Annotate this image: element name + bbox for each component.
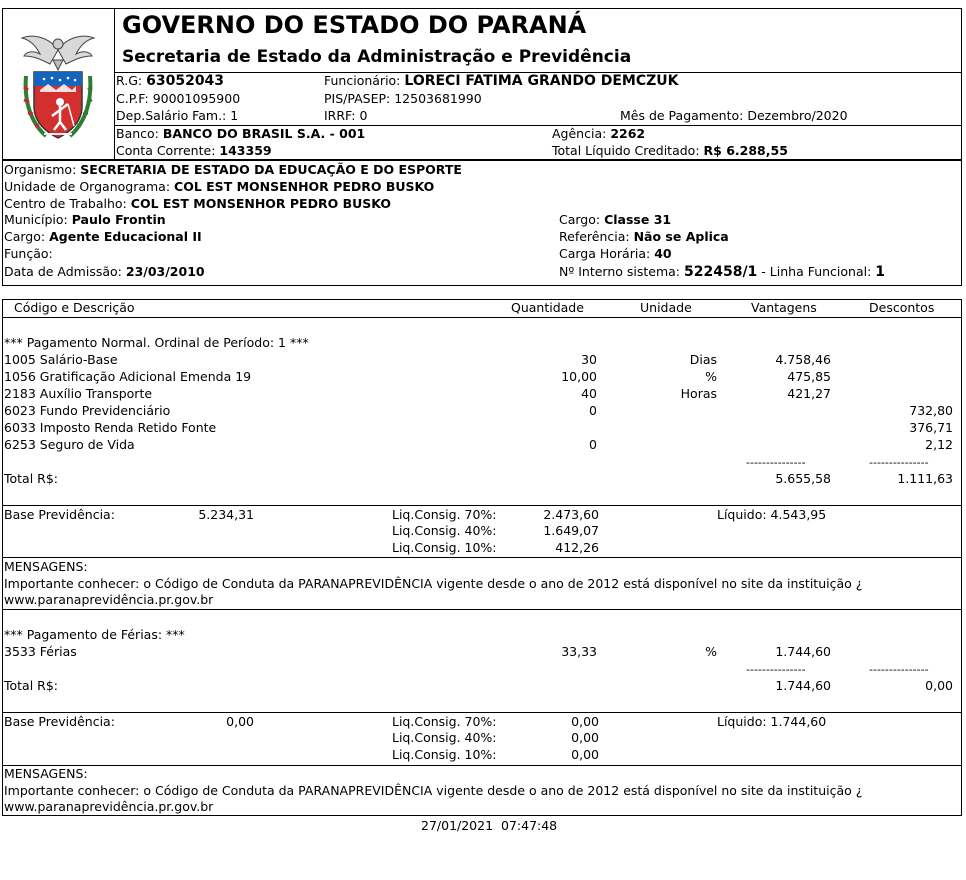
row-unidade: % [705,369,717,384]
logo-divider [114,8,115,160]
municipio-field: Município: Paulo Frontin [4,212,166,227]
s1-liq40-label: Liq.Consig. 40%: [392,523,497,538]
row-unidade: % [705,644,717,659]
s1-msg-divider [2,557,962,558]
banco-field: Banco: BANCO DO BRASIL S.A. - 001 [116,126,366,141]
row-unidade: Dias [689,352,717,367]
dep-field: Dep.Salário Fam.: 1 [116,108,239,123]
row-description: 1056 Gratificação Adicional Emenda 19 [4,369,252,384]
s1-liq70-label: Liq.Consig. 70%: [392,507,497,522]
s2-msg-divider [2,765,962,766]
col-unidade: Unidade [640,300,692,315]
s1-end-divider [2,609,962,610]
section1-heading: *** Pagamento Normal. Ordinal de Período: 1 *** [4,335,309,350]
irrf-field: IRRF: 0 [324,108,368,123]
s1-msg-label: MENSAGENS: [4,559,88,574]
row-vantagens: 421,27 [787,386,831,401]
col-quantidade: Quantidade [511,300,584,315]
cargo-field: Cargo: Agente Educacional II [4,229,202,244]
s1-liq10-label: Liq.Consig. 10%: [392,540,497,555]
s2-liq40-value: 0,00 [571,730,599,745]
footer-timestamp: 27/01/2021 07:47:48 [421,818,558,833]
row-descontos: 2,12 [925,437,953,452]
s2-msg-url: www.paranaprevidência.pr.gov.br [4,799,214,814]
s1-total-label: Total R$: [4,471,59,486]
cargo-classe-field: Cargo: Classe 31 [559,212,672,227]
s1-total-vantagens: 5.655,58 [775,471,831,486]
row-description: 3533 Férias [4,644,77,659]
page-title: GOVERNO DO ESTADO DO PARANÁ [122,11,587,39]
s1-liquido-field: Líquido: 4.543,95 [717,507,827,522]
admissao-field: Data de Admissão: 23/03/2010 [4,264,205,279]
row-quantidade: 10,00 [561,369,597,384]
s2-liq70-label: Liq.Consig. 70%: [392,714,497,729]
unidade-field: Unidade de Organograma: COL EST MONSENHOR PEDRO BUSKO [4,179,435,194]
s1-total-descontos: 1.111,63 [897,471,953,486]
s2-msg-text: Importante conhecer: o Código de Conduta da PARANAPREVIDÊNCIA vigente desde o ano de 2012 está disponível no site da instituição ¿ [4,783,863,798]
s2-total-vantagens: 1.744,60 [775,678,831,693]
rg-field: R.G: 63052043 [116,73,225,89]
row-quantidade: 30 [581,352,597,367]
organismo-field: Organismo: SECRETARIA DE ESTADO DA EDUCAÇÃO E DO ESPORTE [4,162,462,177]
s2-base-divider [2,712,962,713]
referencia-field: Referência: Não se Aplica [559,229,729,244]
cpf-field: C.P.F: 90001095900 [116,91,241,106]
s2-desc-dashes: --------------- [869,663,929,676]
row-description: 1005 Salário-Base [4,352,118,367]
row-quantidade: 0 [589,403,597,418]
row-descontos: 732,80 [909,403,953,418]
funcao-field: Função: [4,246,53,261]
total-creditado-field: Total Líquido Creditado: R$ 6.288,55 [552,143,788,158]
mes-pagamento-field: Mês de Pagamento: Dezembro/2020 [620,108,848,123]
conta-field: Conta Corrente: 143359 [116,143,272,158]
s2-msg-label: MENSAGENS: [4,766,88,781]
row-vantagens: 1.744,60 [775,644,831,659]
funcionario-field: Funcionário: LORECI FATIMA GRANDO DEMCZUK [324,73,679,89]
row-description: 6253 Seguro de Vida [4,437,135,452]
s2-liq40-label: Liq.Consig. 40%: [392,730,497,745]
s2-liq10-label: Liq.Consig. 10%: [392,747,497,762]
s2-liq10-value: 0,00 [571,747,599,762]
row-description: 2183 Auxílio Transporte [4,386,153,401]
carga-horaria-field: Carga Horária: 40 [559,246,672,261]
s2-total-label: Total R$: [4,678,59,693]
row-description: 6033 Imposto Renda Retido Fonte [4,420,217,435]
row-quantidade: 40 [581,386,597,401]
pis-field: PIS/PASEP: 12503681990 [324,91,482,106]
section2-heading: *** Pagamento de Férias: *** [4,627,185,642]
row-descontos: 376,71 [909,420,953,435]
row-vantagens: 475,85 [787,369,831,384]
s1-base-label: Base Previdência: [4,507,115,522]
row-vantagens: 4.758,46 [775,352,831,367]
s1-liq40-value: 1.649,07 [543,523,599,538]
s1-liq10-value: 412,26 [555,540,599,555]
row-unidade: Horas [680,386,717,401]
row-quantidade: 0 [589,437,597,452]
parana-coat-of-arms-icon [20,30,96,148]
s2-total-descontos: 0,00 [925,678,953,693]
page-subtitle: Secretaria de Estado da Administração e Previdência [122,47,632,67]
s2-liquido-field: Líquido: 1.744,60 [717,714,827,729]
row-description: 6023 Fundo Previdenciário [4,403,171,418]
s2-vant-dashes: --------------- [746,663,806,676]
centro-field: Centro de Trabalho: COL EST MONSENHOR PEDRO BUSKO [4,196,392,211]
s2-base-value: 0,00 [226,714,254,729]
s1-base-divider [2,505,962,506]
s1-liq70-value: 2.473,60 [543,507,599,522]
s1-base-value: 5.234,31 [198,507,254,522]
s2-liq70-value: 0,00 [571,714,599,729]
columns-divider [2,317,962,318]
s1-desc-dashes: --------------- [869,456,929,469]
agencia-field: Agência: 2262 [552,126,646,141]
col-vantagens: Vantagens [751,300,817,315]
col-descontos: Descontos [869,300,935,315]
s2-base-label: Base Previdência: [4,714,115,729]
s1-msg-url: www.paranaprevidência.pr.gov.br [4,592,214,607]
s1-msg-text: Importante conhecer: o Código de Conduta da PARANAPREVIDÊNCIA vigente desde o ano de 2012 está disponível no site da instituição ¿ [4,576,863,591]
numero-interno-field: Nº Interno sistema: 522458/1 - Linha Funcional: 1 [559,264,886,280]
col-codigo: Código e Descrição [14,300,135,315]
row-quantidade: 33,33 [561,644,597,659]
s1-vant-dashes: --------------- [746,456,806,469]
